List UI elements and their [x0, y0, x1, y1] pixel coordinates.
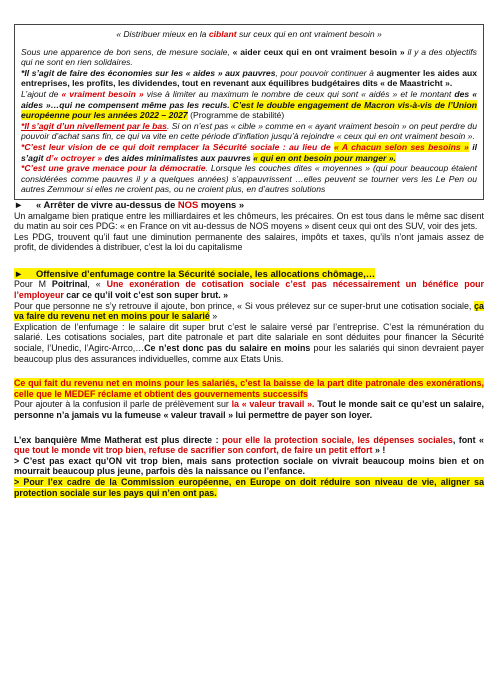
box-title — [21, 29, 477, 40]
box-para-5: *C’est leur vision de ce qui doit remplacer la Sécurité sociale : au lieu de « A chacun selon ses besoins » il s’agit d’« octroyer » des aides minimalistes aux pauvres « qui en ont besoin pour manger ». — [21, 141, 477, 163]
paragraph: > Pour l’ex cadre de la Commission européenne, en Europe on doit réduire son niveau de vie, aligner sa protection sociale sur les pays qui n’en ont pas. — [14, 476, 484, 498]
box-para-3: L’ajout de « vraiment besoin » vise à limiter au maximum le nombre de ceux qui sont « aidés » et le montant des « aides »…qui ne compensent même pas les reculs. C’est le double engagement de Macron vis-à-vis de l’Union européenne pour les années 2022 – 2027 (Programme de stabilité) — [21, 88, 477, 121]
section-enfumage — [14, 269, 484, 364]
box-para-4: *Il s’agit d’un nivellement par le bas. Si on n’est pas « cible » comme en « ayant vraiment besoin » on peut perdre du pouvoir d’achat sans fin, ce qui va vite en cette période d’inflation jusqu’à rejoindre « ceux qui en ont vraiment besoin ». — [21, 120, 477, 142]
section-matherat — [14, 435, 484, 499]
paragraph: Explication de l’enfumage : le salaire dit super brut c’est le salaire versé par l’entreprise. C’est la rémunération du salarié. Les cotisations sociales, part dite patronale et part dite salariale en sont déduites pour financer la Sécurité sociale, l’Unedic, l’Agirc-Arrco,…Ce n’est donc pas du salaire en moins pour les salariés qui sinon devraient payer beaucoup plus des assurances individuelles, comme aux Etats Unis. — [14, 321, 484, 364]
ciblant-box — [14, 24, 484, 200]
paragraph: Les PDG, trouvent qu’il faut une diminution permanente des salaires, impôts et taxes, qu’ils n’ont jamais assez de profit, de dividendes à distribuer, c’est la loi du capitalisme — [14, 231, 484, 253]
section-revenu-net — [14, 378, 484, 420]
box-para-2: *Il s’agit de faire des économies sur les « aides » aux pauvres, pour pouvoir continuer à augmenter les aides aux entreprises, les profits, les dividendes, tout en revenant aux équilibres budgétaires dits « de Maastricht ». — [21, 67, 478, 89]
paragraph: Ce qui fait du revenu net en moins pour les salariés, c’est la baisse de la part dite patronale des exonérations, celle que le MEDEF réclame et obtient des gouvernements successifs — [14, 378, 484, 399]
paragraph: > C’est pas exact qu’ON vit trop bien, mais sans protection sociale on vivrait beaucoup moins bien et on mourrait beaucoup plus jeune, parfois dès la naissance ou l’enfance. — [14, 455, 484, 477]
paragraph: Pour M Poitrinal, « Une exonération de cotisation sociale c’est pas nécessairement un bénéfice pour l’employeur car ce qu’il voit c’est son super brut. » — [14, 279, 485, 301]
title-text-end: sur ceux qui en ont vraiment besoin » — [236, 29, 382, 39]
paragraph: Pour ajouter à la confusion il parle de prélèvement sur la « valeur travail ». Tout le monde sait ce qu’est un salaire, personne n’a jamais vu la fumeuse « valeur travail » lui permettre de payer son loyer. — [14, 399, 485, 420]
arrow-icon: ► — [14, 198, 24, 210]
section-heading: ► Offensive d’enfumage contre la Sécurité sociale, les allocations chômage,… — [14, 267, 376, 279]
box-para-1: Sous une apparence de bon sens, de mesure sociale, « aider ceux qui en ont vraiment besoin » il y a des objectifs qui ne sont en rien solidaires. — [21, 46, 477, 68]
title-text: « Distribuer mieux en la — [116, 29, 209, 39]
paragraph: L’ex banquière Mme Matherat est plus directe : pour elle la protection sociale, les dépenses sociales, font « que tout le monde vit trop bien, refuse de sacrifier son confort, de faire un petit effort » ! — [14, 434, 484, 456]
paragraph: Pour que personne ne s’y retrouve il ajoute, bon prince, « Si vous prélevez sur ce super-brut une cotisation sociale, ça va faire du revenu net en moins pour le salarié » — [14, 300, 484, 322]
section-heading: ► « Arrêter de vivre au-dessus de NOS moyens » — [14, 198, 245, 210]
arrow-icon: ► — [14, 267, 24, 279]
title-ciblant: ciblant — [208, 29, 237, 39]
document-page — [14, 24, 484, 498]
paragraph: Un amalgame bien pratique entre les milliardaires et les chômeurs, les précaires. On est tous dans le même sac disent du matin au soir ces PDG: « en France on vit au-dessus de NOS moyens » disent ceux qui ont des SUV, voir des jets. — [14, 210, 484, 232]
section-nos-moyens — [14, 200, 484, 253]
box-para-6: *C’est une grave menace pour la démocratie. Lorsque les couches dites « moyennes » (qui pour beaucoup étaient considérées comme pauvres il y a quelques années) s’appauvrissent …elles peuvent se tourner vers les Le Pen ou autres Zemmour si elles ne croient pas, ou ne croient plus, en d’autres solutions — [21, 163, 477, 195]
